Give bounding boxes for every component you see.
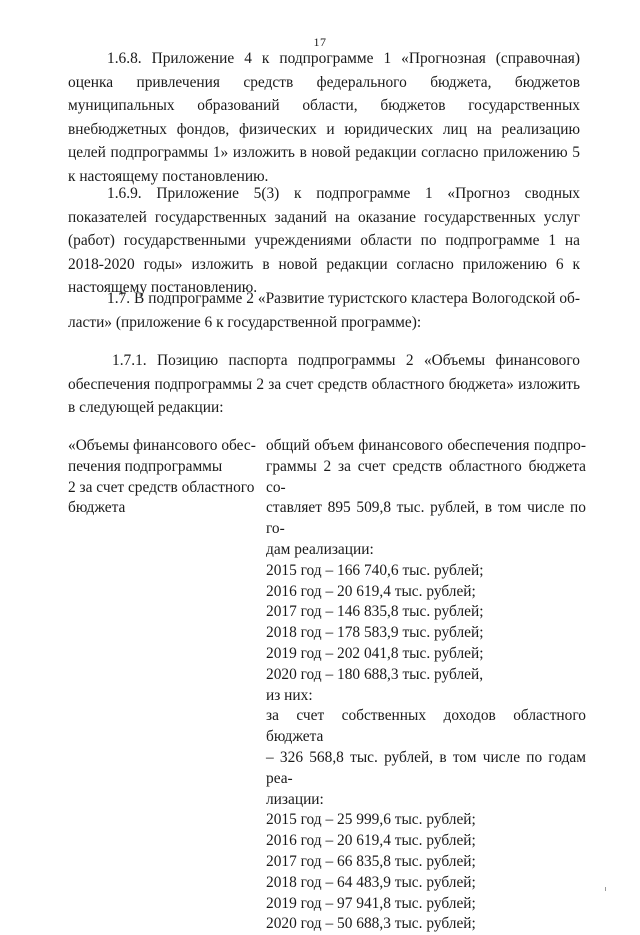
funding-year-line: 2017 год – 146 835,8 тыс. рублей; xyxy=(266,603,484,621)
funding-year-line: 2020 год – 50 688,3 тыс. рублей; xyxy=(266,915,476,933)
paragraph-1-6-8: 1.6.8. Приложение 4 к подпрограмме 1 «Прогнозная (справочная) оценка привлечения средств федерального бюджета, бюджетов муниципальных образований области, бюджетов государственных внебюджетных фондов, физических и юридических лиц на реализацию целей подпрограммы 1» изложить в новой редакции согласно приложению 5 к настоящему постановлению. xyxy=(68,50,580,185)
position-name-line: бюджета xyxy=(68,499,126,517)
position-name-line: «Объемы финансового обес- xyxy=(68,437,256,454)
position-name-line: 2 за счет средств областного xyxy=(68,478,255,496)
funding-text-line: общий объем финансового обеспечения подпро- xyxy=(266,437,586,454)
funding-year-line: 2016 год – 20 619,4 тыс. рублей; xyxy=(266,582,476,600)
scan-artifact-mark xyxy=(605,887,606,891)
position-name-line: печения подпрограммы xyxy=(68,457,223,475)
funding-text-line: лизации: xyxy=(266,790,324,808)
funding-year-line: 2018 год – 64 483,9 тыс. рублей; xyxy=(266,873,476,891)
funding-year-line: 2015 год – 166 740,6 тыс. рублей; xyxy=(266,561,484,579)
funding-text-line: за счет собственных доходов областного бюджета xyxy=(266,707,586,746)
funding-text-line: – 326 568,8 тыс. рублей, в том числе по годам реа- xyxy=(266,748,586,787)
funding-year-line: 2016 год – 20 619,4 тыс. рублей; xyxy=(266,832,476,850)
position-name-column xyxy=(68,436,260,519)
funding-year-line: 2015 год – 25 999,6 тыс. рублей; xyxy=(266,811,476,829)
funding-year-line: 2017 год – 66 835,8 тыс. рублей; xyxy=(266,852,476,870)
funding-text-line: дам реализации: xyxy=(266,540,374,558)
funding-year-line: 2019 год – 202 041,8 тыс. рублей; xyxy=(266,644,484,662)
page-number: 17 xyxy=(313,35,327,49)
funding-year-line: 2018 год – 178 583,9 тыс. рублей; xyxy=(266,624,484,642)
funding-year-line: 2020 год – 180 688,3 тыс. рублей, xyxy=(266,665,484,683)
funding-volume-column xyxy=(266,436,586,935)
paragraph-1-7-1: 1.7.1. Позицию паспорта подпрограммы 2 «Объемы финансового обеспечения подпрограммы 2 за счет средств областного бюджета» изложить в следующей редакции: xyxy=(68,352,580,417)
funding-year-line: 2019 год – 97 941,8 тыс. рублей; xyxy=(266,894,476,912)
funding-text-line: из них: xyxy=(266,686,313,704)
funding-text-line: граммы 2 за счет средств областного бюджета со- xyxy=(266,457,586,496)
paragraph-1-6-9: 1.6.9. Приложение 5(3) к подпрограмме 1 «Прогноз сводных показателей государственных заданий на оказание государственных услуг (работ) государственными учреждениями области по подпрограмме 1 на 2018-2020 годы» изложить в новой редакции согласно приложению 6 к настоящему постановлению. xyxy=(68,185,580,297)
paragraph-1-7: 1.7. В подпрограмме 2 «Развитие туристского кластера Вологодской области» (приложение 6 к государственной программе): xyxy=(68,290,580,331)
funding-text-line: ставляет 895 509,8 тыс. рублей, в том числе по го- xyxy=(266,499,586,538)
